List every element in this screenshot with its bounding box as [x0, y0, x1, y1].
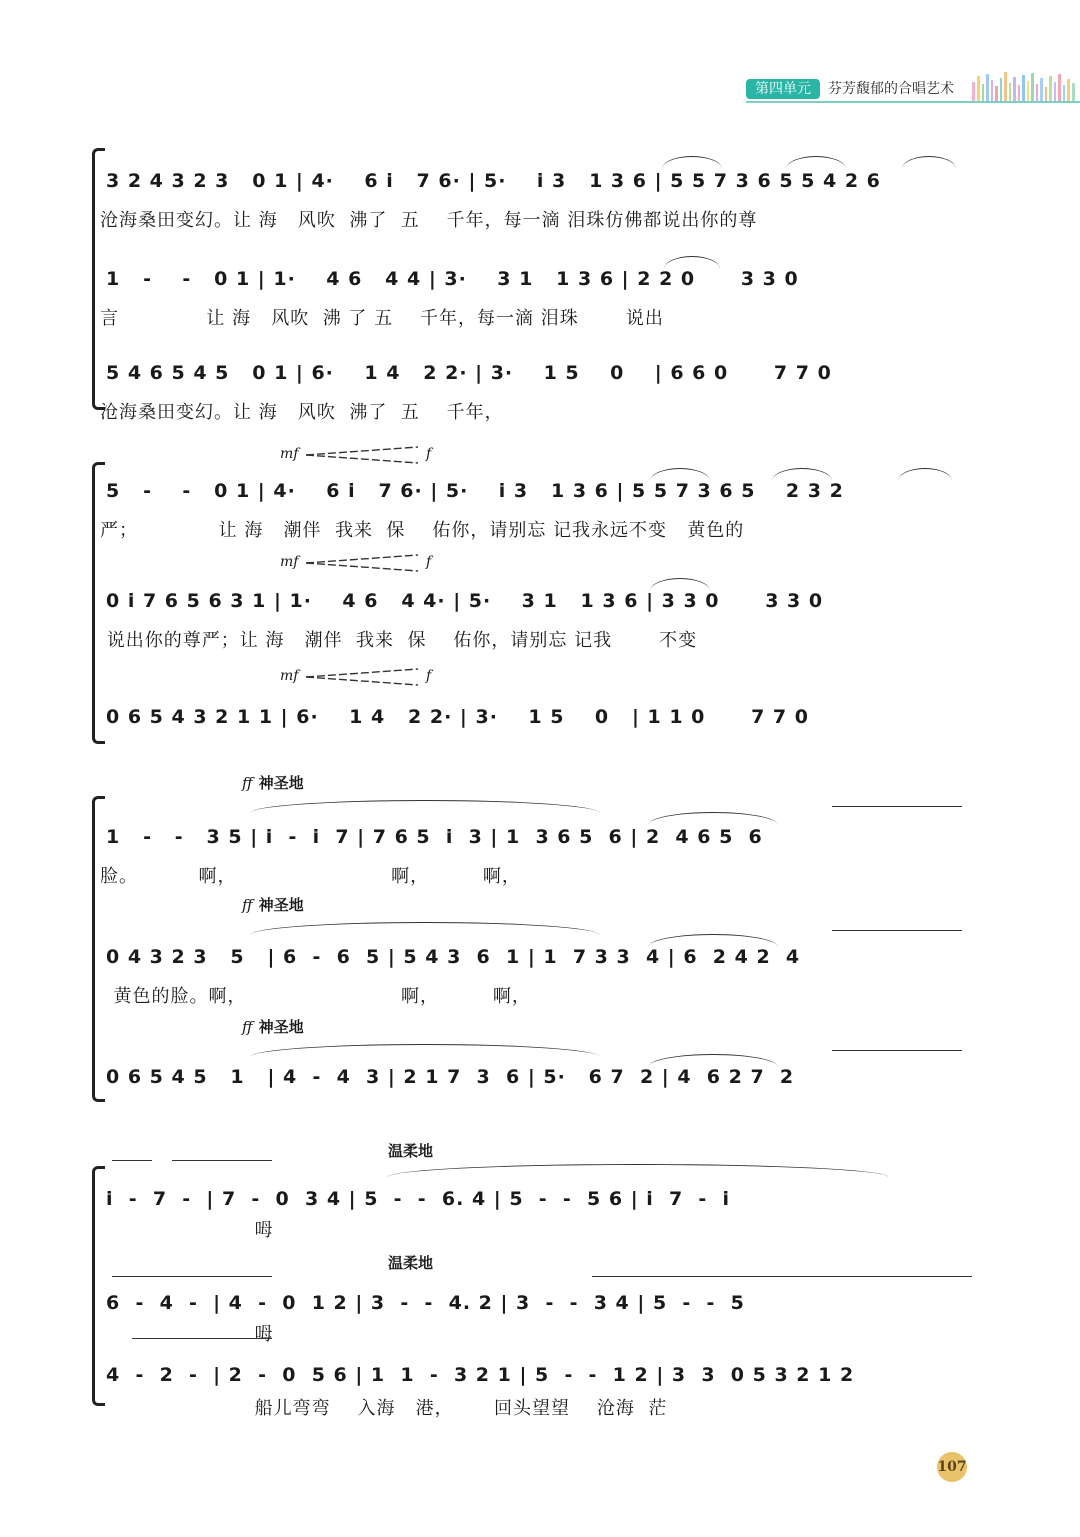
expression-marking	[388, 1140, 433, 1161]
crescendo-hairpin	[306, 552, 418, 574]
staff-notes: 5 - - 0 1 | 4· 6 i 7 6· | 5· i 3 1 3 6 | 5 5 7 3 6 5 2 3 2	[106, 480, 844, 502]
expression-marking	[242, 772, 304, 793]
expression-text: 神圣地	[258, 896, 304, 914]
expression-marking	[388, 1252, 433, 1273]
dynamic-mf: mf	[280, 446, 299, 462]
expression-text: 神圣地	[258, 774, 304, 792]
expression-marking	[242, 894, 304, 915]
tie-line	[132, 1338, 272, 1339]
tie-line	[592, 1276, 972, 1277]
slur	[648, 1054, 778, 1067]
chapter-title: 芬芳馥郁的合唱艺术	[828, 81, 954, 97]
tie-line	[832, 806, 962, 807]
triplet-slur	[650, 578, 710, 591]
staff-notes: 3 2 4 3 2 3 0 1 | 4· 6 i 7 6· | 5· i 3 1 3 6 | 5 5 7 3 6 5 5 4 2 6	[106, 170, 881, 192]
expression-text: 温柔地	[388, 1254, 434, 1272]
slur	[648, 934, 778, 947]
dynamic-mf: mf	[280, 554, 299, 570]
staff-lyrics: 呣	[100, 1220, 274, 1241]
tie-line	[832, 930, 962, 931]
triplet-slur	[662, 156, 722, 169]
dynamic-ff: ff	[242, 896, 253, 914]
system-bracket	[92, 796, 105, 1102]
tie-line	[112, 1276, 272, 1277]
crescendo-hairpin	[306, 444, 418, 466]
slur	[664, 256, 720, 269]
tie-line	[172, 1160, 272, 1161]
staff-lyrics: 船儿弯弯 入海 港， 回头望望 沧海 茫	[100, 1398, 668, 1419]
expression-text: 神圣地	[258, 1018, 304, 1036]
staff-lyrics: 沧海桑田变幻。让 海 风吹 沸了 五 千年，	[100, 402, 504, 423]
triplet-slur	[650, 468, 710, 481]
staff-lyrics: 黄色的脸。啊， 啊， 啊，	[100, 986, 531, 1007]
score-system-1	[92, 148, 972, 423]
staff-lyrics: 呣	[100, 1324, 274, 1345]
triplet-slur	[902, 156, 956, 169]
staff-notes: 0 6 5 4 3 2 1 1 | 6· 1 4 2 2· | 3· 1 5 0 | 1 1 0 7 7 0	[106, 706, 809, 728]
dynamic-f: f	[426, 554, 432, 570]
tie-line	[112, 1160, 152, 1161]
triplet-slur	[772, 468, 832, 481]
score-system-4	[92, 1142, 972, 1419]
staff-lyrics: 脸。 啊， 啊， 啊，	[100, 866, 521, 887]
page-number: 107	[937, 1452, 967, 1482]
dynamic-f: f	[426, 668, 432, 684]
system-bracket	[92, 148, 105, 410]
header-stripes-decoration	[972, 72, 1078, 102]
header-rule	[746, 101, 1080, 103]
score-system-2	[92, 446, 972, 744]
triplet-slur	[898, 468, 952, 481]
phrase-slur	[250, 1044, 600, 1057]
score-system-3	[92, 774, 972, 1102]
tie-line	[832, 1050, 962, 1051]
staff-lyrics: 严； 让 海 潮伴 我来 保 佑你，请别忘 记我永远不变 黄色的	[100, 520, 745, 541]
staff-notes: 6 - 4 - | 4 - 0 1 2 | 3 - - 4. 2 | 3 - - 3 4 | 5 - - 5	[106, 1292, 745, 1314]
phrase-slur	[250, 800, 600, 813]
staff-notes: 1 - - 0 1 | 1· 4 6 4 4 | 3· 3 1 1 3 6 | 2 2 0 3 3 0	[106, 268, 799, 290]
staff-notes: i - 7 - | 7 - 0 3 4 | 5 - - 6. 4 | 5 - - 5 6 | i 7 - i	[106, 1188, 731, 1210]
staff-lyrics: 言 让 海 风吹 沸 了 五 千年，每一滴 泪珠 说出	[100, 308, 664, 329]
system-bracket	[92, 462, 105, 744]
expression-text: 温柔地	[388, 1142, 434, 1160]
staff-lyrics: 说出你的尊严；让 海 潮伴 我来 保 佑你，请别忘 记我 不变	[100, 630, 698, 651]
system-bracket	[92, 1166, 105, 1406]
slur	[648, 812, 778, 825]
crescendo-hairpin	[306, 666, 418, 688]
staff-notes: 4 - 2 - | 2 - 0 5 6 | 1 1 - 3 2 1 | 5 - - 1 2 | 3 3 0 5 3 2 1 2	[106, 1364, 855, 1386]
dynamic-ff: ff	[242, 774, 253, 792]
expression-marking	[242, 1016, 304, 1037]
staff-notes: 0 4 3 2 3 5 | 6 - 6 5 | 5 4 3 6 1 | 1 7 3 3 4 | 6 2 4 2 4	[106, 946, 801, 968]
dynamic-mf: mf	[280, 668, 299, 684]
staff-notes: 0 i 7 6 5 6 3 1 | 1· 4 6 4 4· | 5· 3 1 1 3 6 | 3 3 0 3 3 0	[106, 590, 824, 612]
phrase-slur	[250, 922, 600, 935]
staff-lyrics: 沧海桑田变幻。让 海 风吹 沸了 五 千年，每一滴 泪珠仿佛都说出你的尊	[100, 210, 758, 231]
dynamic-ff: ff	[242, 1018, 253, 1036]
triplet-slur	[786, 156, 846, 169]
chapter-header	[746, 78, 954, 100]
phrase-slur	[388, 1164, 888, 1177]
dynamic-f: f	[426, 446, 432, 462]
staff-notes: 1 - - 3 5 | i - i 7 | 7 6 5 i 3 | 1 3 6 5 6 | 2 4 6 5 6	[106, 826, 763, 848]
unit-badge: 第四单元	[746, 79, 820, 99]
staff-notes: 5 4 6 5 4 5 0 1 | 6· 1 4 2 2· | 3· 1 5 0 | 6 6 0 7 7 0	[106, 362, 832, 384]
staff-notes: 0 6 5 4 5 1 | 4 - 4 3 | 2 1 7 3 6 | 5· 6 7 2 | 4 6 2 7 2	[106, 1066, 795, 1088]
